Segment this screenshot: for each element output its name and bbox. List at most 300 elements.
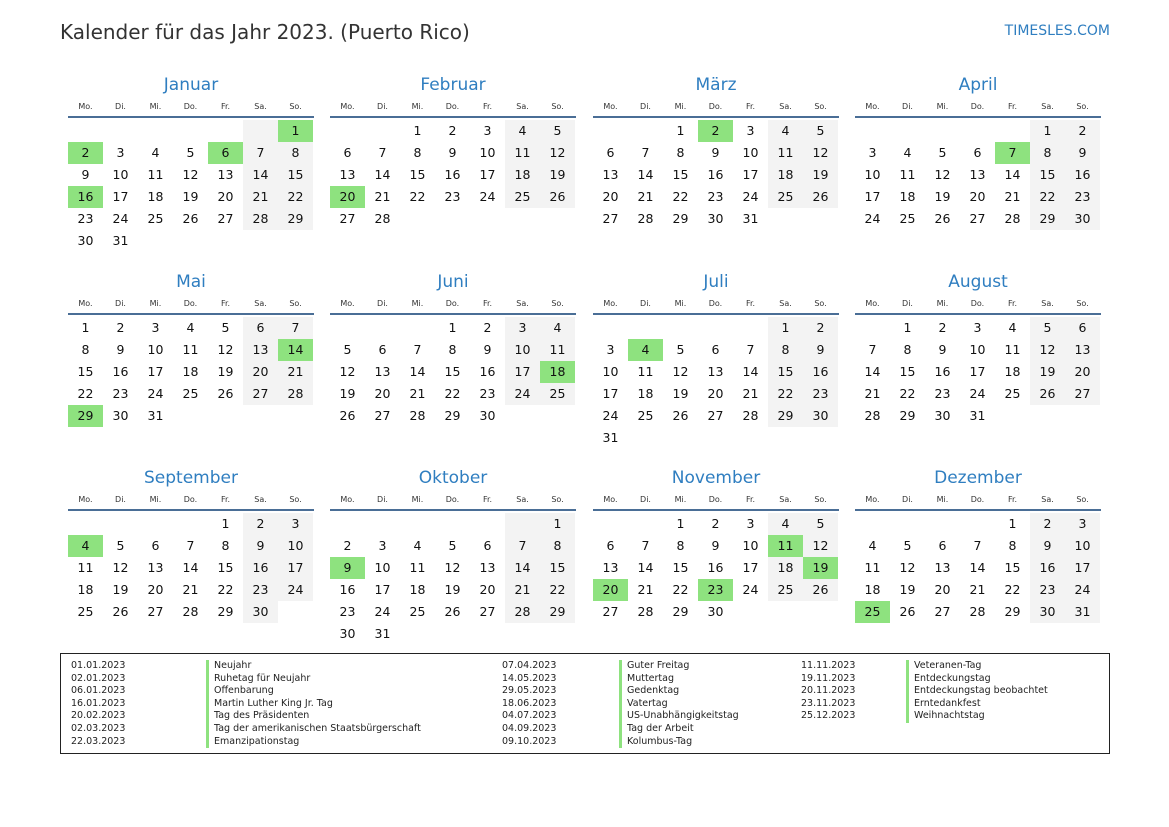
day-cell: 27 [707, 408, 724, 423]
empty-cell [995, 405, 1030, 427]
day-cell: 2 [116, 320, 125, 335]
day-cell: 5 [903, 538, 912, 553]
day-cell: 25 [540, 383, 575, 405]
day-cell: 31 [112, 233, 129, 248]
holiday-date: 01.01.2023 [71, 660, 126, 671]
weekday-label: Mi. [674, 299, 687, 308]
day-cell: 22 [77, 386, 94, 401]
day-cell: 14 [374, 167, 391, 182]
day-cell: 7 [413, 342, 422, 357]
day-cell: 13 [217, 167, 234, 182]
day-cell: 1 [768, 317, 803, 339]
day-cell: 4 [868, 538, 877, 553]
day-cell: 21 [637, 582, 654, 597]
day-cell: 27 [602, 604, 619, 619]
day-cell: 5 [186, 145, 195, 160]
day-cell: 15 [444, 364, 461, 379]
day-cell: 5 [221, 320, 230, 335]
day-cell: 20 [243, 361, 278, 383]
day-cell: 26 [444, 604, 461, 619]
day-cell: 18 [637, 386, 654, 401]
day-cell: 31 [147, 408, 164, 423]
weekday-label: Mi. [149, 495, 162, 504]
day-cell: 15 [409, 167, 426, 182]
empty-cell [470, 623, 505, 645]
day-cell: 29 [672, 604, 689, 619]
holiday-date: 20.02.2023 [71, 710, 126, 722]
holiday-date: 18.06.2023 [502, 697, 557, 709]
day-cell: 27 [934, 604, 951, 619]
day-cell: 20 [374, 386, 391, 401]
day-cell: 14 [969, 560, 986, 575]
weekday-header [593, 491, 839, 511]
day-cell: 25 [899, 211, 916, 226]
weekday-label: Sa. [1041, 299, 1054, 308]
day-cell: 15 [217, 560, 234, 575]
day-cell: 9 [483, 342, 492, 357]
day-cell: 13 [602, 560, 619, 575]
day-cell: 14 [243, 164, 278, 186]
empty-cell [890, 513, 925, 535]
day-cell: 17 [147, 364, 164, 379]
day-cell: 2 [483, 320, 492, 335]
day-cell: 16 [707, 167, 724, 182]
holiday-day-cell: 7 [995, 142, 1030, 164]
weekday-label: Fr. [745, 102, 756, 111]
day-cell: 13 [147, 560, 164, 575]
day-cell: 26 [217, 386, 234, 401]
empty-cell [593, 317, 628, 339]
empty-cell [138, 230, 173, 252]
day-cell: 7 [641, 538, 650, 553]
day-cell: 11 [1004, 342, 1021, 357]
day-cell: 18 [899, 189, 916, 204]
day-cell: 29 [672, 211, 689, 226]
day-cell: 25 [637, 408, 654, 423]
day-cell: 22 [1004, 582, 1021, 597]
day-cell: 1 [540, 513, 575, 535]
day-cell: 20 [217, 189, 234, 204]
day-cell: 29 [278, 208, 313, 230]
day-cell: 21 [969, 582, 986, 597]
weekday-label: So. [1076, 102, 1089, 111]
day-cell: 26 [934, 211, 951, 226]
weekday-label: Mi. [936, 102, 949, 111]
weekday-label: Mo. [603, 495, 618, 504]
holiday-date: 06.01.2023 [71, 685, 126, 697]
weekday-header [68, 491, 314, 511]
weekday-label: Do. [445, 299, 460, 308]
day-cell: 12 [339, 364, 356, 379]
day-cell: 8 [278, 142, 313, 164]
month-name: Juli [703, 272, 729, 292]
holiday-name: Entdeckungstag [914, 672, 991, 684]
empty-cell [733, 317, 768, 339]
day-cell: 2 [803, 317, 838, 339]
day-cell: 14 [505, 557, 540, 579]
day-cell: 30 [479, 408, 496, 423]
weekday-label: So. [814, 299, 827, 308]
holiday-name: Martin Luther King Jr. Tag [214, 697, 333, 709]
weekday-label: Mo. [603, 102, 618, 111]
holiday-day-cell: 2 [68, 142, 103, 164]
month-name: September [144, 468, 238, 488]
day-cell: 18 [768, 164, 803, 186]
day-cell: 24 [112, 211, 129, 226]
day-cell: 6 [343, 145, 352, 160]
empty-cell [698, 427, 733, 449]
holiday-names-col-2 [619, 660, 739, 748]
holiday-day-cell: 23 [698, 579, 733, 601]
day-cell: 11 [182, 342, 199, 357]
day-cell: 19 [112, 582, 129, 597]
day-cell: 13 [969, 167, 986, 182]
day-cell: 13 [374, 364, 391, 379]
day-cell: 20 [934, 582, 951, 597]
day-cell: 28 [864, 408, 881, 423]
day-cell: 29 [444, 408, 461, 423]
day-cell: 14 [637, 560, 654, 575]
day-cell: 13 [602, 167, 619, 182]
day-cell: 26 [899, 604, 916, 619]
day-cell: 26 [339, 408, 356, 423]
day-cell: 27 [339, 211, 356, 226]
empty-cell [365, 120, 400, 142]
day-cell: 27 [969, 211, 986, 226]
empty-cell [925, 513, 960, 535]
day-cell: 16 [339, 582, 356, 597]
day-grid [593, 513, 839, 623]
day-cell: 17 [602, 386, 619, 401]
day-cell: 21 [505, 579, 540, 601]
empty-cell [540, 208, 575, 230]
day-cell: 11 [899, 167, 916, 182]
day-cell: 14 [864, 364, 881, 379]
weekday-label: Di. [640, 299, 651, 308]
empty-cell [330, 317, 365, 339]
weekday-label: Sa. [1041, 495, 1054, 504]
holiday-dates-col-3 [801, 660, 855, 723]
day-cell: 24 [147, 386, 164, 401]
weekday-label: Do. [183, 102, 198, 111]
day-cell: 24 [1065, 579, 1100, 601]
weekday-label: Di. [377, 299, 388, 308]
day-cell: 9 [711, 145, 720, 160]
empty-cell [505, 623, 540, 645]
day-cell: 19 [1030, 361, 1065, 383]
day-cell: 29 [768, 405, 803, 427]
day-cell: 17 [278, 557, 313, 579]
day-grid [593, 120, 839, 230]
weekday-label: Do. [183, 299, 198, 308]
day-cell: 2 [938, 320, 947, 335]
day-cell: 19 [217, 364, 234, 379]
day-cell: 3 [278, 513, 313, 535]
month-name: Februar [420, 75, 486, 95]
day-cell: 30 [707, 211, 724, 226]
day-cell: 19 [339, 386, 356, 401]
day-cell: 15 [899, 364, 916, 379]
day-cell: 8 [903, 342, 912, 357]
day-cell: 9 [243, 535, 278, 557]
day-cell: 30 [339, 626, 356, 641]
empty-cell [330, 513, 365, 535]
day-cell: 22 [768, 383, 803, 405]
weekday-label: Do. [708, 495, 723, 504]
day-cell: 22 [540, 579, 575, 601]
day-cell: 5 [676, 342, 685, 357]
day-cell: 29 [899, 408, 916, 423]
day-cell: 14 [409, 364, 426, 379]
day-cell: 3 [868, 145, 877, 160]
day-cell: 25 [1004, 386, 1021, 401]
day-cell: 17 [374, 582, 391, 597]
day-cell: 13 [707, 364, 724, 379]
day-cell: 21 [243, 186, 278, 208]
day-cell: 7 [973, 538, 982, 553]
weekday-label: Sa. [254, 299, 267, 308]
day-cell: 29 [1030, 208, 1065, 230]
empty-cell [663, 317, 698, 339]
day-cell: 25 [768, 186, 803, 208]
day-cell: 2 [243, 513, 278, 535]
weekday-label: Fr. [745, 495, 756, 504]
holiday-date: 04.09.2023 [502, 722, 557, 734]
day-cell: 8 [413, 145, 422, 160]
day-cell: 11 [540, 339, 575, 361]
day-cell: 6 [1065, 317, 1100, 339]
month-name: Januar [163, 75, 219, 95]
day-cell: 3 [116, 145, 125, 160]
holiday-name: Tag der amerikanischen Staatsbürgerschaft [214, 722, 421, 734]
day-cell: 25 [147, 211, 164, 226]
day-cell: 21 [182, 582, 199, 597]
day-cell: 22 [1030, 186, 1065, 208]
day-cell: 10 [278, 535, 313, 557]
day-cell: 12 [444, 560, 461, 575]
day-cell: 28 [374, 211, 391, 226]
day-cell: 30 [1065, 208, 1100, 230]
day-cell: 24 [742, 189, 759, 204]
weekday-label: Do. [708, 102, 723, 111]
day-cell: 16 [803, 361, 838, 383]
day-cell: 27 [602, 211, 619, 226]
day-cell: 12 [540, 142, 575, 164]
day-cell: 1 [676, 123, 685, 138]
day-cell: 2 [448, 123, 457, 138]
day-cell: 9 [448, 145, 457, 160]
day-cell: 19 [182, 189, 199, 204]
day-cell: 7 [243, 142, 278, 164]
day-cell: 13 [1065, 339, 1100, 361]
weekday-label: Di. [377, 102, 388, 111]
holiday-date: 14.05.2023 [502, 672, 557, 684]
holiday-day-cell: 9 [330, 557, 365, 579]
day-cell: 21 [409, 386, 426, 401]
empty-cell [208, 405, 243, 427]
holiday-day-cell: 2 [698, 120, 733, 142]
day-cell: 30 [934, 408, 951, 423]
day-cell: 18 [77, 582, 94, 597]
weekday-label: Do. [445, 495, 460, 504]
day-cell: 6 [938, 538, 947, 553]
weekday-label: Do. [970, 299, 985, 308]
empty-cell [540, 623, 575, 645]
day-cell: 10 [1065, 535, 1100, 557]
day-cell: 7 [186, 538, 195, 553]
weekday-label: Mo. [78, 102, 93, 111]
weekday-label: Sa. [254, 102, 267, 111]
day-cell: 17 [969, 364, 986, 379]
day-cell: 4 [768, 120, 803, 142]
weekday-label: Mo. [865, 102, 880, 111]
day-cell: 14 [1004, 167, 1021, 182]
day-cell: 20 [147, 582, 164, 597]
empty-cell [103, 120, 138, 142]
holiday-name: Tag der Arbeit [627, 722, 694, 734]
day-cell: 17 [505, 361, 540, 383]
month-12 [855, 465, 1101, 623]
empty-cell [470, 208, 505, 230]
weekday-label: So. [551, 495, 564, 504]
day-cell: 31 [374, 626, 391, 641]
day-cell: 20 [969, 189, 986, 204]
day-cell: 19 [540, 164, 575, 186]
holiday-list [60, 653, 1110, 754]
holiday-day-cell: 11 [768, 535, 803, 557]
month-name: November [671, 468, 761, 488]
weekday-header [330, 98, 576, 118]
day-cell: 19 [934, 189, 951, 204]
day-cell: 30 [243, 601, 278, 623]
empty-cell [628, 317, 663, 339]
weekday-label: Do. [445, 102, 460, 111]
day-cell: 2 [343, 538, 352, 553]
empty-cell [365, 317, 400, 339]
holiday-day-cell: 18 [540, 361, 575, 383]
day-cell: 22 [409, 189, 426, 204]
holiday-date: 16.01.2023 [71, 697, 126, 709]
day-cell: 5 [448, 538, 457, 553]
empty-cell [173, 405, 208, 427]
empty-cell [173, 120, 208, 142]
weekday-header [855, 491, 1101, 511]
month-8 [855, 269, 1101, 427]
empty-cell [960, 513, 995, 535]
day-cell: 22 [672, 189, 689, 204]
weekday-label: So. [289, 495, 302, 504]
brand-link[interactable]: TIMESLES.COM [1004, 23, 1110, 39]
day-cell: 13 [934, 560, 951, 575]
day-cell: 28 [742, 408, 759, 423]
day-cell: 17 [742, 167, 759, 182]
day-cell: 10 [374, 560, 391, 575]
day-cell: 23 [934, 386, 951, 401]
day-cell: 3 [151, 320, 160, 335]
weekday-label: Mi. [674, 495, 687, 504]
day-cell: 12 [934, 167, 951, 182]
weekday-header [330, 491, 576, 511]
weekday-label: Di. [115, 495, 126, 504]
day-cell: 23 [112, 386, 129, 401]
day-cell: 4 [1008, 320, 1017, 335]
empty-cell [663, 427, 698, 449]
empty-cell [628, 427, 663, 449]
day-cell: 22 [444, 386, 461, 401]
weekday-label: So. [814, 495, 827, 504]
holiday-names-col-1 [206, 660, 421, 748]
month-4 [855, 72, 1101, 230]
empty-cell [278, 405, 313, 427]
weekday-label: Sa. [779, 495, 792, 504]
weekday-label: Mo. [340, 102, 355, 111]
day-cell: 7 [746, 342, 755, 357]
day-cell: 29 [217, 604, 234, 619]
empty-cell [733, 601, 768, 623]
day-cell: 12 [672, 364, 689, 379]
weekday-label: Mi. [674, 102, 687, 111]
day-cell: 25 [409, 604, 426, 619]
day-cell: 6 [151, 538, 160, 553]
day-cell: 28 [1004, 211, 1021, 226]
day-cell: 24 [742, 582, 759, 597]
day-cell: 28 [969, 604, 986, 619]
holiday-day-cell: 14 [278, 339, 313, 361]
empty-cell [628, 120, 663, 142]
weekday-label: Di. [640, 102, 651, 111]
holiday-name: Gedenktag [627, 685, 680, 697]
empty-cell [855, 120, 890, 142]
day-cell: 4 [768, 513, 803, 535]
day-cell: 8 [221, 538, 230, 553]
day-cell: 26 [803, 186, 838, 208]
weekday-label: Mo. [865, 299, 880, 308]
day-cell: 19 [803, 164, 838, 186]
day-cell: 3 [505, 317, 540, 339]
empty-cell [330, 120, 365, 142]
day-cell: 18 [147, 189, 164, 204]
day-cell: 25 [182, 386, 199, 401]
day-cell: 16 [707, 560, 724, 575]
empty-cell [505, 405, 540, 427]
day-cell: 12 [217, 342, 234, 357]
holiday-date: 07.04.2023 [502, 660, 557, 671]
holiday-name: Veteranen-Tag [914, 660, 982, 671]
day-cell: 7 [278, 317, 313, 339]
day-cell: 16 [1065, 164, 1100, 186]
month-10 [330, 465, 576, 645]
weekday-label: Mo. [340, 495, 355, 504]
month-6 [330, 269, 576, 427]
day-cell: 15 [1004, 560, 1021, 575]
day-cell: 24 [969, 386, 986, 401]
day-cell: 28 [637, 211, 654, 226]
holiday-day-cell: 6 [208, 142, 243, 164]
day-cell: 2 [1065, 120, 1100, 142]
day-cell: 23 [1065, 186, 1100, 208]
day-cell: 16 [479, 364, 496, 379]
day-cell: 1 [81, 320, 90, 335]
day-cell: 7 [868, 342, 877, 357]
day-cell: 6 [606, 145, 615, 160]
day-cell: 28 [278, 383, 313, 405]
day-cell: 4 [186, 320, 195, 335]
day-cell: 28 [505, 601, 540, 623]
holiday-date: 25.12.2023 [801, 710, 856, 722]
month-11 [593, 465, 839, 623]
day-cell: 3 [378, 538, 387, 553]
holiday-day-cell: 16 [68, 186, 103, 208]
